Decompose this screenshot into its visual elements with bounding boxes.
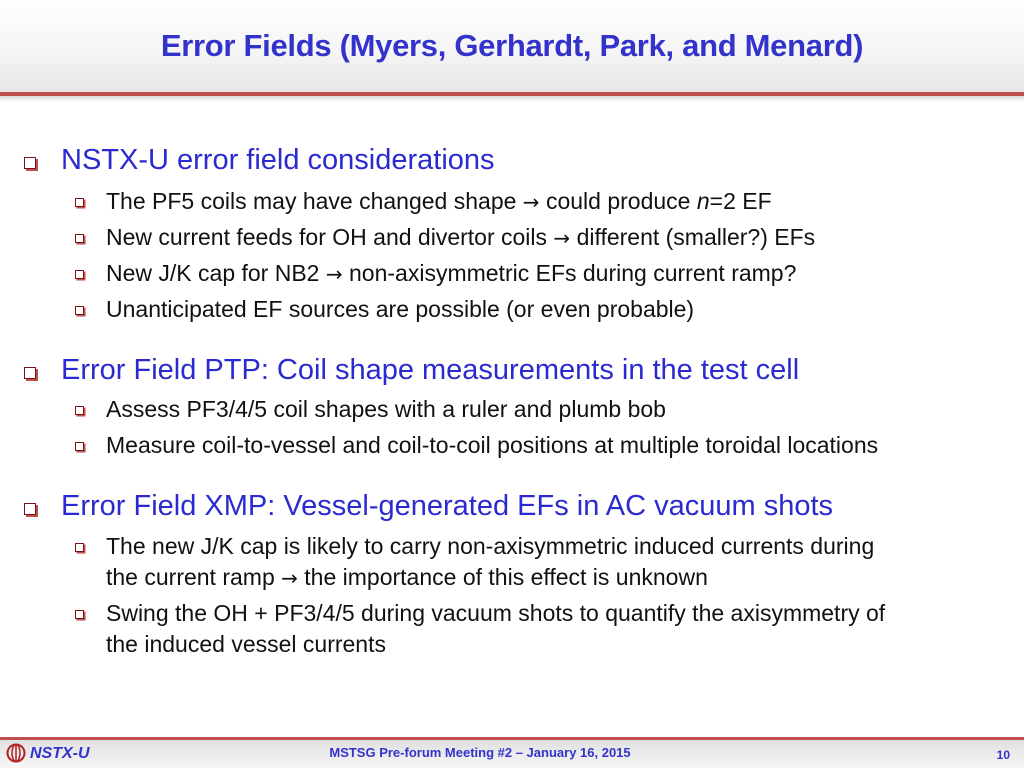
section-heading-1: NSTX-U error field considerations	[61, 144, 495, 176]
checkbox-bullet-icon	[75, 234, 84, 243]
right-arrow-icon: →	[522, 190, 540, 214]
header-shadow	[0, 96, 1024, 102]
bullet-item: New J/K cap for NB2 → non-axisymmetric EFs during current ramp?	[106, 260, 797, 286]
bullet-item: The new J/K cap is likely to carry non-axisymmetric induced currents during the current ramp → the importance of this effect is unknown	[106, 533, 875, 590]
checkbox-bullet-icon	[75, 198, 84, 207]
checkbox-bullet-icon	[24, 503, 36, 515]
bullet-item: Assess PF3/4/5 coil shapes with a ruler and plumb bob	[106, 396, 666, 422]
bullet-item: Swing the OH + PF3/4/5 during vacuum shots to quantify the axisymmetry of the induced vessel currents	[106, 600, 886, 657]
checkbox-bullet-icon	[75, 270, 84, 279]
checkbox-bullet-icon	[24, 157, 36, 169]
checkbox-bullet-icon	[75, 543, 84, 552]
checkbox-bullet-icon	[75, 610, 84, 619]
bullet-item: Measure coil-to-vessel and coil-to-coil positions at multiple toroidal locations	[106, 432, 879, 458]
logo-text: NSTX-U	[30, 745, 90, 762]
section-heading-2: Error Field PTP: Coil shape measurements in the test cell	[61, 354, 800, 386]
slide-title: Error Fields (Myers, Gerhardt, Park, and Menard)	[160, 28, 864, 63]
footer-meeting-info: MSTSG Pre-forum Meeting #2 – January 16, 2015	[329, 745, 631, 760]
page-number: 10	[996, 748, 1010, 762]
checkbox-bullet-icon	[75, 442, 84, 451]
right-arrow-icon: →	[553, 226, 571, 250]
checkbox-bullet-icon	[24, 367, 36, 379]
right-arrow-icon: →	[325, 262, 343, 286]
bullet-item: The PF5 coils may have changed shape → could produce n=2 EF	[106, 188, 772, 214]
right-arrow-icon: →	[281, 566, 298, 590]
checkbox-bullet-icon	[75, 406, 84, 415]
bullet-item: New current feeds for OH and divertor coils → different (smaller?) EFs	[106, 224, 816, 250]
slide-header	[0, 0, 1024, 92]
bullet-item: Unanticipated EF sources are possible (or even probable)	[106, 296, 695, 322]
section-heading-3: Error Field XMP: Vessel-generated EFs in AC vacuum shots	[61, 490, 834, 522]
checkbox-bullet-icon	[75, 306, 84, 315]
